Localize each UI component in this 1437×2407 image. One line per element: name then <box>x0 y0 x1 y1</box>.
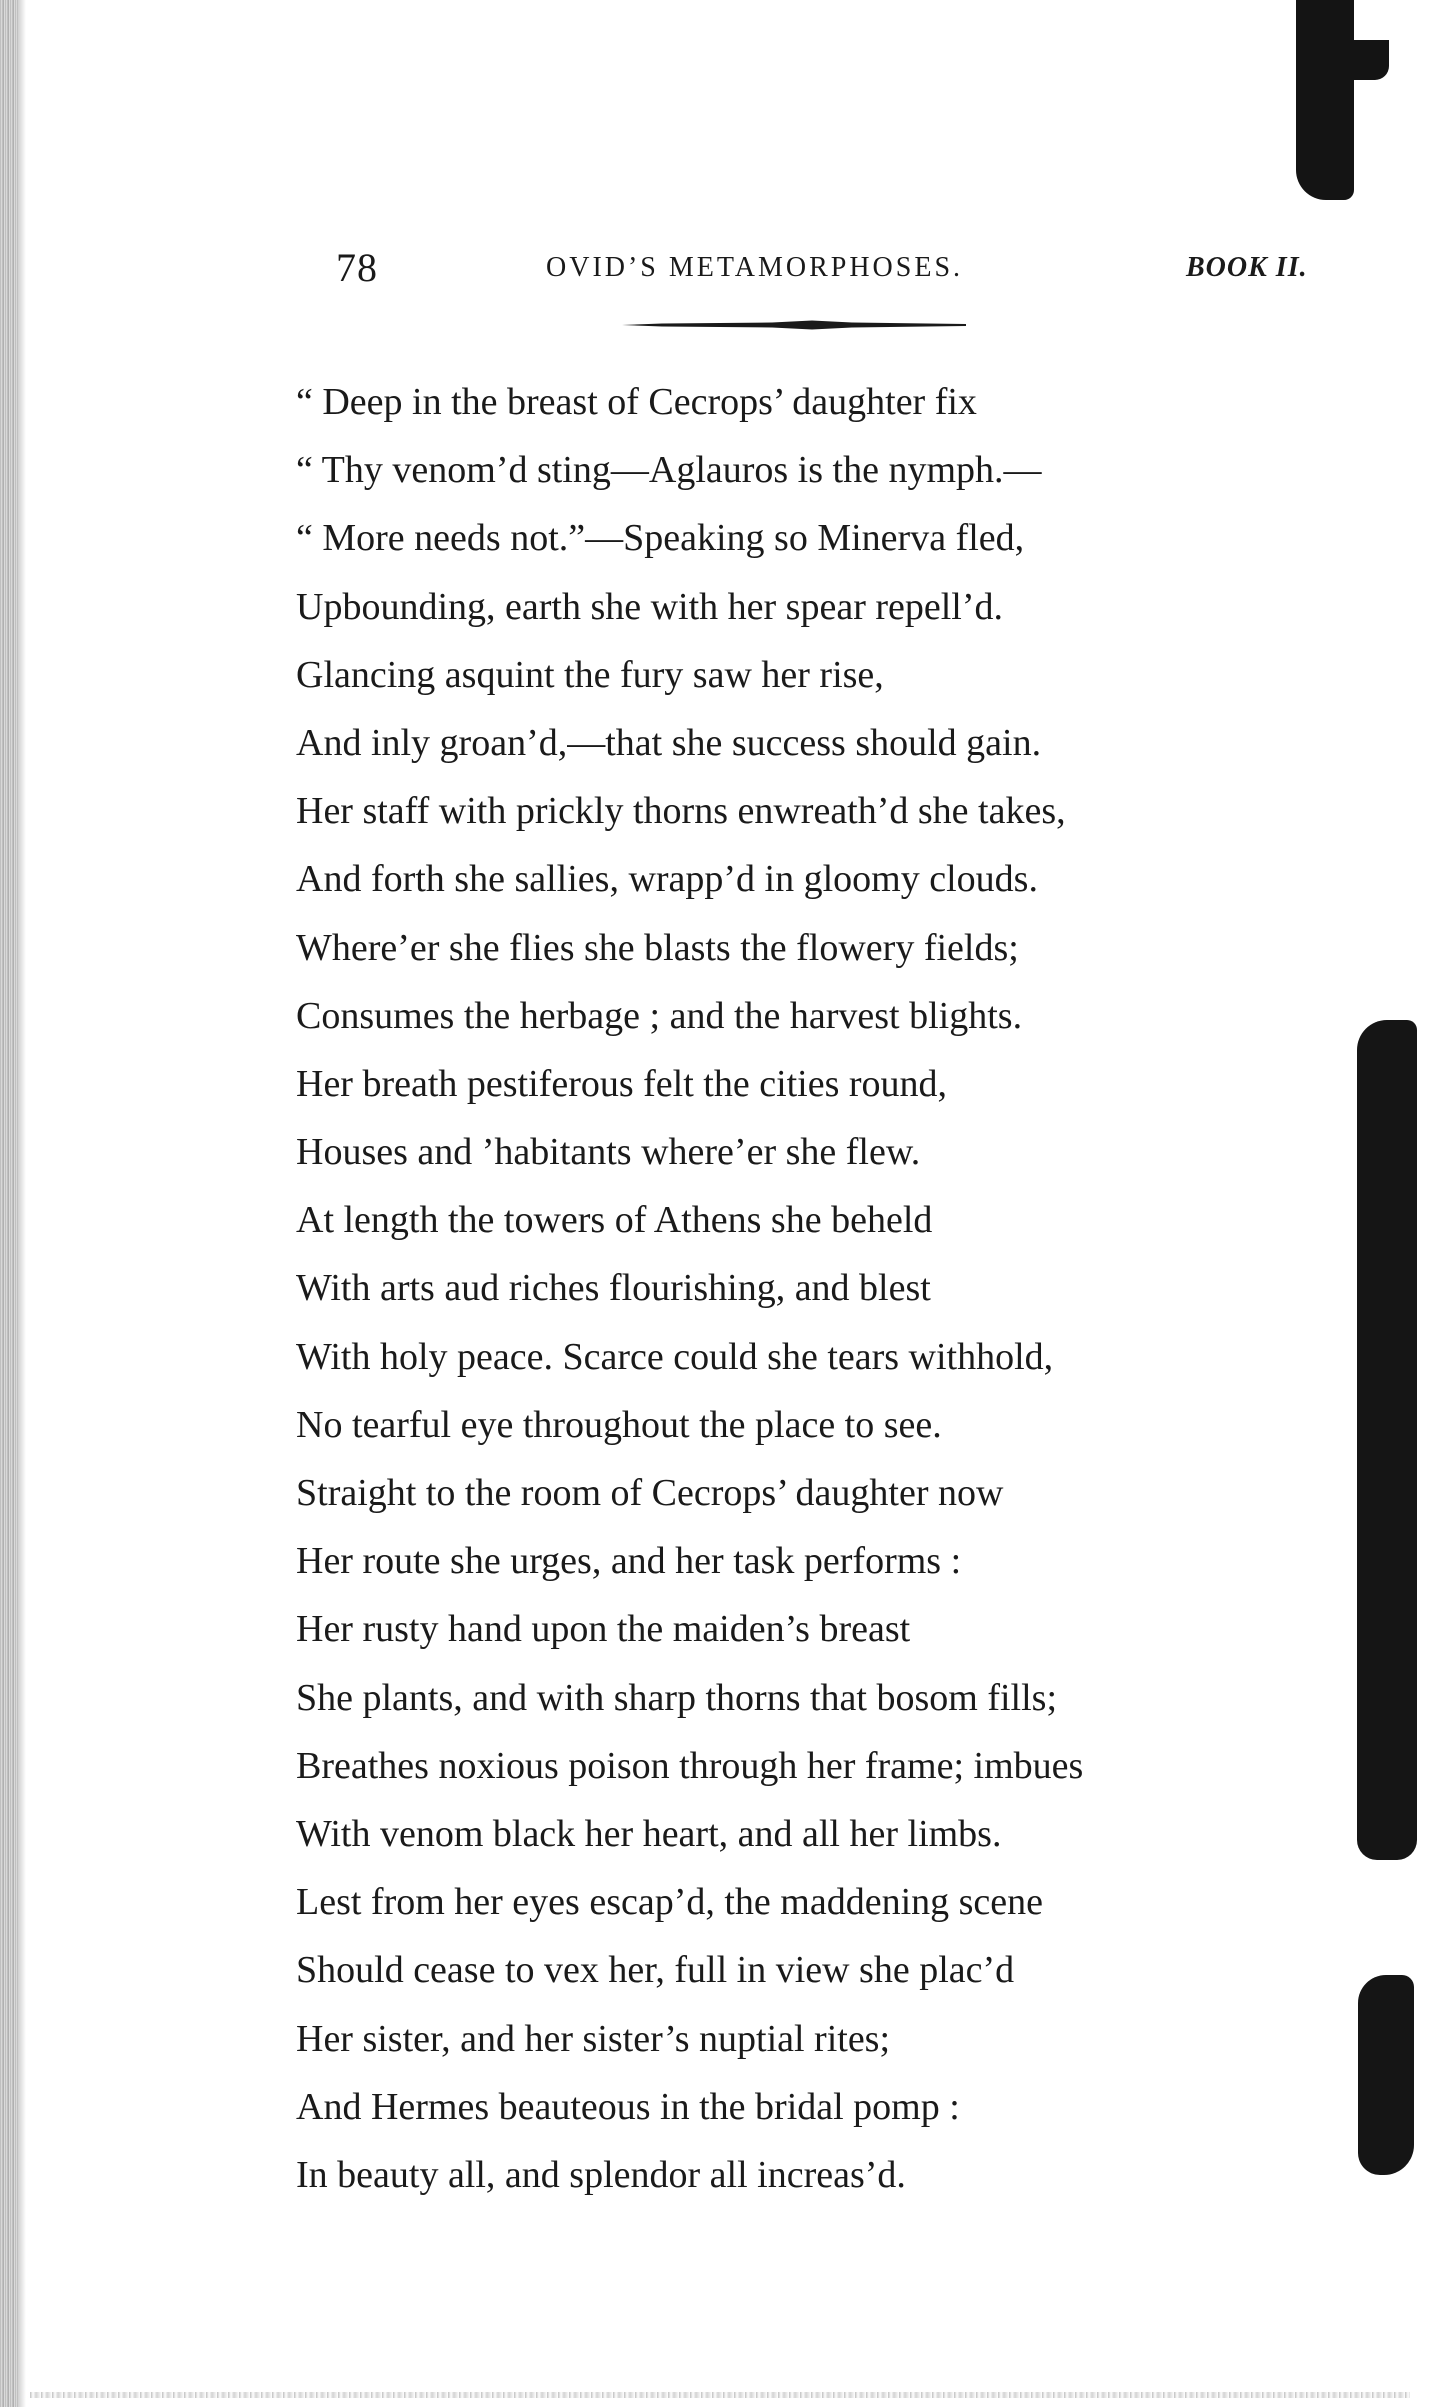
verse-line: With venom black her heart, and all her limbs. <box>296 1812 1002 1855</box>
verse-line: Her breath pestiferous felt the cities round, <box>296 1062 948 1105</box>
verse-line: Her sister, and her sister’s nuptial rites; <box>296 2017 891 2060</box>
verse-text <box>296 368 1296 2209</box>
binding-shadow <box>18 0 26 2407</box>
verse-line: Her route she urges, and her task performs : <box>296 1540 962 1583</box>
verse-line: At length the towers of Athens she beheld <box>296 1199 933 1242</box>
verse-line: “ Deep in the breast of Cecrops’ daughter fix <box>296 381 977 423</box>
verse-line: In beauty all, and splendor all increas’d. <box>296 2153 906 2196</box>
verse-line: Upbounding, earth she with her spear repell’d. <box>296 585 1004 628</box>
verse-line: And inly groan’d,—that she success should gain. <box>296 721 1042 764</box>
verse-line: And forth she sallies, wrapp’d in gloomy clouds. <box>296 858 1038 901</box>
binding-gutter <box>0 0 18 2407</box>
verse-line: And Hermes beauteous in the bridal pomp : <box>296 2085 960 2128</box>
scan-edge-mark-top-tab <box>1345 40 1389 80</box>
verse-line: Should cease to vex her, full in view she plac’d <box>296 1949 1015 1992</box>
verse-line: Where’er she flies she blasts the flowery fields; <box>296 926 1019 969</box>
book-label: BOOK II. <box>1186 252 1308 283</box>
verse-line: Lest from her eyes escap’d, the maddening scene <box>296 1881 1044 1924</box>
verse-line: Straight to the room of Cecrops’ daughter now <box>296 1472 1004 1514</box>
page-number: 78 <box>336 245 378 290</box>
verse-line: Her staff with prickly thorns enwreath’d she takes, <box>296 790 1066 833</box>
scan-edge-mark-lower <box>1358 1975 1414 2175</box>
running-title: OVID’S METAMORPHOSES. <box>546 252 964 283</box>
header-ornamental-rule <box>622 320 966 330</box>
verse-line: Consumes the herbage ; and the harvest blights. <box>296 994 1023 1037</box>
verse-line: No tearful eye throughout the place to see. <box>296 1403 942 1446</box>
verse-line: She plants, and with sharp thorns that bosom fills; <box>296 1676 1058 1719</box>
verse-line: Breathes noxious poison through her frame; imbues <box>296 1744 1084 1787</box>
verse-line: “ Thy venom’d sting—Aglauros is the nymph.— <box>296 449 1042 492</box>
verse-line: Houses and ’habitants where’er she flew. <box>296 1131 921 1174</box>
running-header <box>0 238 1437 298</box>
verse-line: Her rusty hand upon the maiden’s breast <box>296 1608 911 1651</box>
verse-line: With holy peace. Scarce could she tears withhold, <box>296 1335 1054 1378</box>
verse-line: “ More needs not.”—Speaking so Minerva fled, <box>296 517 1025 560</box>
verse-line: Glancing asquint the fury saw her rise, <box>296 653 884 696</box>
scan-edge-mark-top <box>1296 0 1354 200</box>
scan-edge-mark-middle <box>1357 1020 1417 1860</box>
scan-bottom-edge <box>30 2392 1410 2398</box>
verse-line: With arts aud riches flourishing, and blest <box>296 1267 931 1310</box>
